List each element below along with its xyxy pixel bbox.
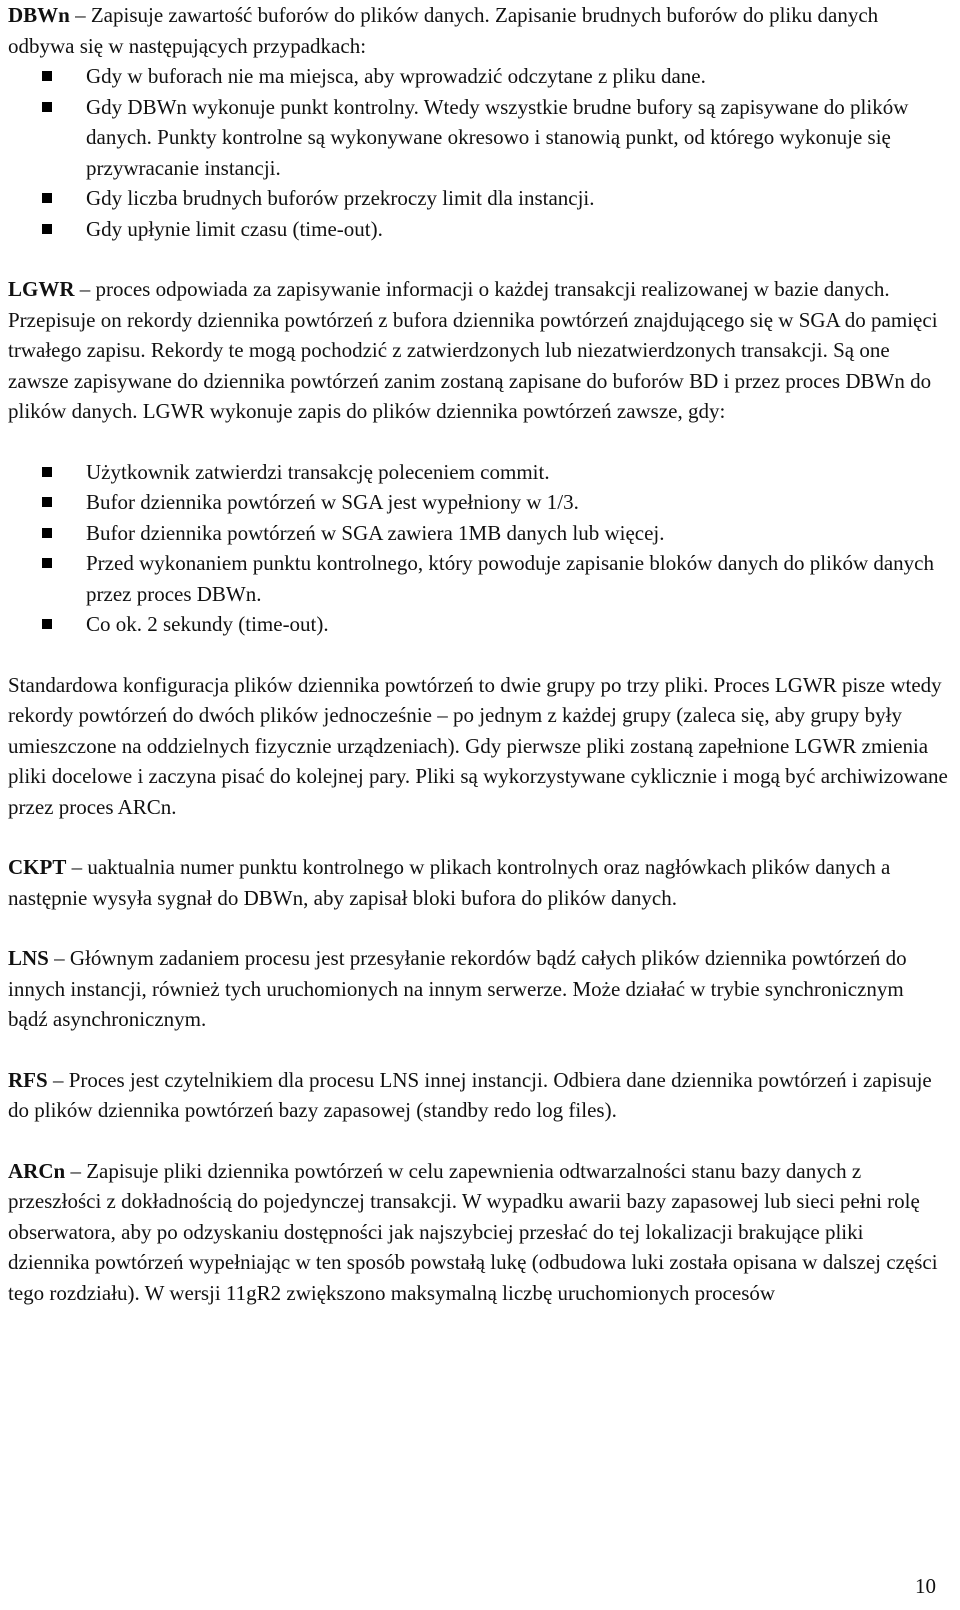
list-item: Gdy w buforach nie ma miejsca, aby wprowadzić odczytane z pliku dane. xyxy=(8,61,948,92)
dbwn-list xyxy=(8,61,948,244)
ckpt-description: – uaktualnia numer punktu kontrolnego w plikach kontrolnych oraz nagłówkach plików danych a następnie wysyła sygnał do DBWn, aby zapisał bloki bufora do plików danych. xyxy=(8,855,891,910)
spacer xyxy=(8,640,948,670)
square-bullet-icon xyxy=(42,497,52,507)
document-page xyxy=(8,0,948,1308)
square-bullet-icon xyxy=(42,193,52,203)
arcn-paragraph xyxy=(8,1156,948,1309)
dbwn-term: DBWn xyxy=(8,3,70,27)
square-bullet-icon xyxy=(42,528,52,538)
lns-description: – Głównym zadaniem procesu jest przesyłanie rekordów bądź całych plików dziennika powtórzeń do innych instancji, również tych uruchomionych na innym serwerze. Może działać w trybie synchronicznym bądź asynchronicznym. xyxy=(8,946,907,1031)
rfs-description: – Proces jest czytelnikiem dla procesu LNS innej instancji. Odbiera dane dziennika powtórzeń i zapisuje do plików dziennika powtórzeń bazy zapasowej (standby redo log files). xyxy=(8,1067,932,1122)
square-bullet-icon xyxy=(42,558,52,568)
lgwr-paragraph xyxy=(8,274,948,427)
spacer xyxy=(8,1126,948,1156)
ckpt-term: CKPT xyxy=(8,855,67,879)
list-item: Użytkownik zatwierdzi transakcję poleceniem commit. xyxy=(8,457,948,488)
lgwr-list xyxy=(8,457,948,640)
list-item: Co ok. 2 sekundy (time-out). xyxy=(8,609,948,640)
ckpt-paragraph xyxy=(8,852,948,913)
dbwn-paragraph xyxy=(8,0,948,61)
list-item: Bufor dziennika powtórzeń w SGA zawiera 1MB danych lub więcej. xyxy=(8,518,948,549)
square-bullet-icon xyxy=(42,224,52,234)
page-number: 10 xyxy=(915,1574,936,1598)
list-item: Gdy liczba brudnych buforów przekroczy limit dla instancji. xyxy=(8,183,948,214)
list-item: Gdy DBWn wykonuje punkt kontrolny. Wtedy wszystkie brudne bufory są zapisywane do plików danych. Punkty kontrolne są wykonywane okresowo i stanowią punkt, od którego wykonuje się przywracanie instancji. xyxy=(8,92,948,184)
square-bullet-icon xyxy=(42,102,52,112)
arcn-description: – Zapisuje pliki dziennika powtórzeń w celu zapewnienia odtwarzalności stanu bazy danych z przeszłości z dokładnością do pojedynczej transakcji. W wypadku awarii bazy zapasowej lub sieci pełni rolę obserwatora, aby po odzyskaniu dostępności jak najszybciej przesłać do tej lokalizacji brakujące pliki dziennika powtórzeń wypełniając w ten sposób powstałą lukę (odbudowa luki została opisana w dalszej części tego rozdziału). W wersji 11gR2 zwiększono maksymalną liczbę uruchomionych procesów xyxy=(8,1158,938,1305)
lgwr-term: LGWR xyxy=(8,277,75,301)
spacer xyxy=(8,427,948,457)
lgwr-description: – proces odpowiada za zapisywanie informacji o każdej transakcji realizowanej w bazie danych. Przepisuje on rekordy dziennika powtórzeń z bufora dziennika powtórzeń znajdującego się w SGA do pamięci trwałego zapisu. Rekordy te mogą pochodzić z zatwierdzonych lub niezatwierdzonych transakcji. Są one zawsze zapisywane do dziennika powtórzeń zanim zostaną zapisane do buforów BD i przez proces DBWn do plików danych. LGWR wykonuje zapis do plików dziennika powtórzeń zawsze, gdy: xyxy=(8,277,938,423)
arcn-term: ARCn xyxy=(8,1158,66,1183)
list-item: Bufor dziennika powtórzeń w SGA jest wypełniony w 1/3. xyxy=(8,487,948,518)
square-bullet-icon xyxy=(42,71,52,81)
rfs-paragraph xyxy=(8,1065,948,1126)
spacer xyxy=(8,913,948,943)
rfs-term: RFS xyxy=(8,1067,48,1092)
list-item: Przed wykonaniem punktu kontrolnego, który powoduje zapisanie bloków danych do plików danych przez proces DBWn. xyxy=(8,548,948,609)
spacer xyxy=(8,1035,948,1065)
spacer xyxy=(8,822,948,852)
lns-term: LNS xyxy=(8,946,49,970)
lns-paragraph xyxy=(8,943,948,1035)
square-bullet-icon xyxy=(42,619,52,629)
square-bullet-icon xyxy=(42,467,52,477)
spacer xyxy=(8,244,948,274)
dbwn-description: – Zapisuje zawartość buforów do plików danych. Zapisanie brudnych buforów do pliku danych odbywa się w następujących przypadkach: xyxy=(8,3,879,58)
list-item: Gdy upłynie limit czasu (time-out). xyxy=(8,214,948,245)
standard-config-paragraph: Standardowa konfiguracja plików dziennika powtórzeń to dwie grupy po trzy pliki. Proces LGWR pisze wtedy rekordy powtórzeń do dwóch plików jednocześnie – po jednym z każdej grupy (zaleca się, aby grupy były umieszczone na oddzielnych fizycznie urządzeniach). Gdy pierwsze pliki zostaną zapełnione LGWR zmienia pliki docelowe i zaczyna pisać do kolejnej pary. Pliki są wykorzystywane cyklicznie i mogą być archiwizowane przez proces ARCn. xyxy=(8,672,948,819)
